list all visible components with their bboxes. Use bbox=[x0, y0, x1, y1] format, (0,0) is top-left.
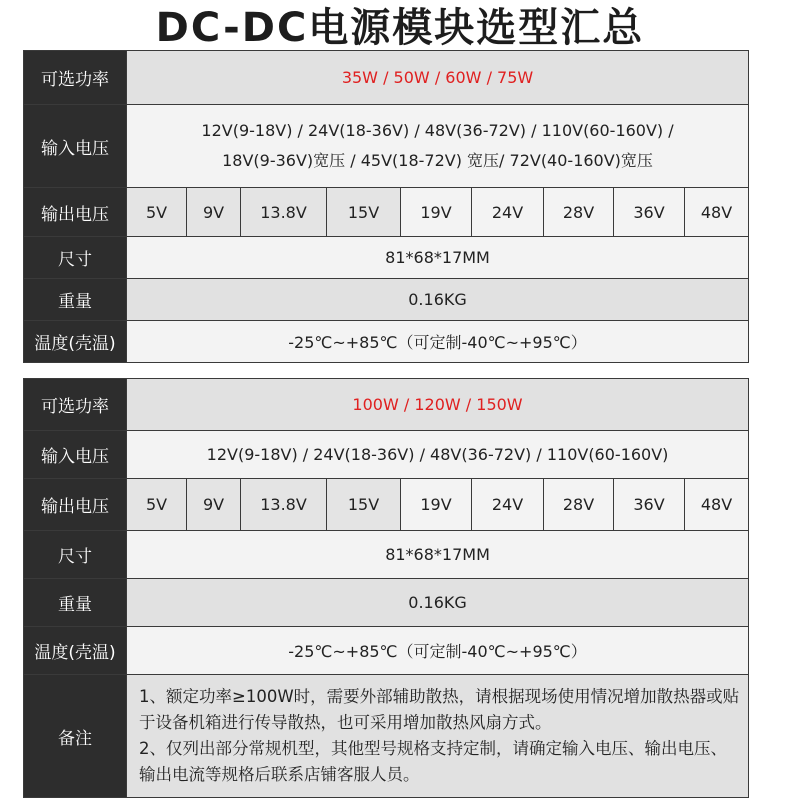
output-cell: 19V bbox=[401, 188, 472, 237]
temp-value: -25℃~+85℃（可定制-40℃~+95℃） bbox=[127, 321, 749, 363]
output-cell: 19V bbox=[401, 479, 472, 531]
output-cell: 15V bbox=[327, 479, 401, 531]
output-cell: 28V bbox=[544, 188, 614, 237]
input-line: 18V(9-36V)宽压 / 45V(18-72V) 宽压/ 72V(40-160V)宽压 bbox=[222, 151, 653, 170]
input-value bbox=[127, 105, 749, 188]
input-line: 12V(9-18V) / 24V(18-36V) / 48V(36-72V) / 110V(60-160V) / bbox=[201, 121, 674, 140]
output-cell: 9V bbox=[187, 479, 241, 531]
output-cell: 36V bbox=[614, 479, 685, 531]
size-value: 81*68*17MM bbox=[127, 531, 749, 579]
input-label: 输入电压 bbox=[24, 431, 127, 479]
size-value: 81*68*17MM bbox=[127, 237, 749, 279]
size-label: 尺寸 bbox=[24, 531, 127, 579]
temp-value: -25℃~+85℃（可定制-40℃~+95℃） bbox=[127, 627, 749, 675]
output-cell: 28V bbox=[544, 479, 614, 531]
output-cell: 5V bbox=[127, 188, 187, 237]
temp-label: 温度(壳温) bbox=[24, 321, 127, 363]
power-label: 可选功率 bbox=[24, 51, 127, 105]
output-label: 输出电压 bbox=[24, 479, 127, 531]
notes-label: 备注 bbox=[24, 675, 127, 798]
input-value: 12V(9-18V) / 24V(18-36V) / 48V(36-72V) / 110V(60-160V) bbox=[127, 431, 749, 479]
page-title: DC-DC电源模块选型汇总 bbox=[155, 5, 645, 51]
power-value: 100W / 120W / 150W bbox=[127, 379, 749, 431]
size-label: 尺寸 bbox=[24, 237, 127, 279]
spec-table-35-75w bbox=[23, 50, 749, 363]
weight-label: 重量 bbox=[24, 279, 127, 321]
output-cell: 13.8V bbox=[241, 479, 327, 531]
notes-value bbox=[127, 675, 749, 798]
weight-label: 重量 bbox=[24, 579, 127, 627]
power-label: 可选功率 bbox=[24, 379, 127, 431]
output-cell: 48V bbox=[685, 188, 749, 237]
weight-value: 0.16KG bbox=[127, 579, 749, 627]
spec-table-100-150w bbox=[23, 378, 749, 798]
output-cell: 36V bbox=[614, 188, 685, 237]
output-cell: 9V bbox=[187, 188, 241, 237]
temp-label: 温度(壳温) bbox=[24, 627, 127, 675]
output-label: 输出电压 bbox=[24, 188, 127, 237]
output-cell: 15V bbox=[327, 188, 401, 237]
output-cell: 24V bbox=[472, 188, 544, 237]
input-label: 输入电压 bbox=[24, 105, 127, 188]
weight-value: 0.16KG bbox=[127, 279, 749, 321]
output-cell: 13.8V bbox=[241, 188, 327, 237]
note-item: 1、额定功率≥100W时，需要外部辅助散热，请根据现场使用情况增加散热器或贴于设备机箱进行传导散热，也可采用增加散热风扇方式。 bbox=[139, 687, 740, 732]
output-cell: 48V bbox=[685, 479, 749, 531]
output-cell: 24V bbox=[472, 479, 544, 531]
power-value: 35W / 50W / 60W / 75W bbox=[127, 51, 749, 105]
output-cell: 5V bbox=[127, 479, 187, 531]
note-item: 2、仅列出部分常规机型，其他型号规格支持定制，请确定输入电压、输出电压、输出电流等规格后联系店铺客服人员。 bbox=[139, 739, 727, 784]
